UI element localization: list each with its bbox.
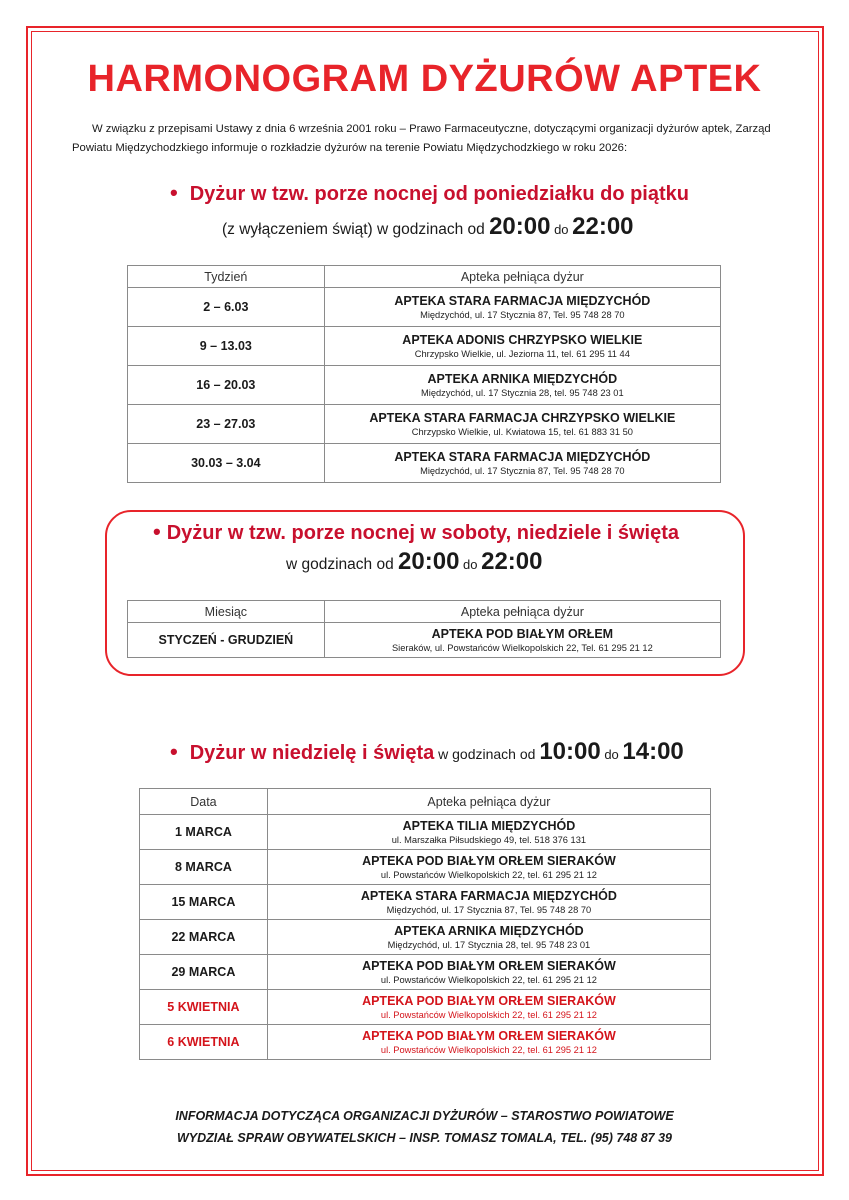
week-cell: 30.03 – 3.04 <box>128 444 325 483</box>
week-cell: 2 – 6.03 <box>128 288 325 327</box>
page-title: HARMONOGRAM DYŻURÓW APTEK <box>87 58 762 100</box>
pharmacy-address: Międzychód, ul. 17 Stycznia 28, tel. 95 748 23 01 <box>421 387 624 398</box>
pharmacy-address: ul. Marszałka Piłsudskiego 49, tel. 518 376 131 <box>391 834 587 845</box>
date-cell: 29 MARCA <box>140 955 268 990</box>
date-cell: 6 KWIETNIA <box>140 1025 268 1060</box>
section1-hours-do: do <box>550 222 573 237</box>
intro-paragraph: W związku z przepisami Ustawy z dnia 6 września 2001 roku – Prawo Farmaceutyczne, dotyczącymi organizacji dyżurów aptek, Zarząd Powiatu Międzychodzkiego informuje o rozkładzie dyżurów na terenie Powiatu Międzychodzkiego w roku 2026: <box>72 123 771 154</box>
pharmacy-address: ul. Powstańców Wielkopolskich 22, tel. 61 295 21 12 <box>380 1009 597 1020</box>
section1-hours <box>222 213 634 241</box>
section2-hours-from: 20:00 <box>398 548 460 575</box>
date-cell: 8 MARCA <box>140 850 268 885</box>
bullet-icon: • <box>170 180 178 205</box>
pharmacy-address: Międzychód, ul. 17 Stycznia 87, Tel. 95 748 28 70 <box>420 465 625 476</box>
pharmacy-cell <box>324 366 720 405</box>
pharmacy-cell <box>267 1025 710 1060</box>
pharmacy-cell <box>324 288 720 327</box>
section3-heading <box>170 738 684 766</box>
week-cell: 16 – 20.03 <box>128 366 325 405</box>
footer-line-2: WYDZIAŁ SPRAW OBYWATELSKICH – INSP. TOMASZ TOMALA, TEL. (95) 748 87 39 <box>177 1131 672 1145</box>
table-header-row <box>128 266 721 288</box>
section2-table <box>127 600 721 658</box>
section2-hours-prefix: w godzinach od <box>286 556 399 573</box>
section3-hours-do: do <box>600 747 623 762</box>
section3-heading-text: Dyżur w niedzielę i święta <box>189 742 435 764</box>
section3-hours-to: 14:00 <box>622 738 684 765</box>
section1-hours-to: 22:00 <box>572 213 634 240</box>
pharmacy-name: APTEKA POD BIAŁYM ORŁEM SIERAKÓW <box>362 1028 616 1043</box>
section3-hours <box>434 738 684 765</box>
footer-line-1: INFORMACJA DOTYCZĄCA ORGANIZACJI DYŻURÓW – STAROSTWO POWIATOWE <box>175 1109 674 1123</box>
table-row <box>128 444 721 483</box>
table-row <box>128 288 721 327</box>
pharmacy-address: Chrzypsko Wielkie, ul. Kwiatowa 15, tel. 61 883 31 50 <box>411 426 633 437</box>
table-row <box>140 920 711 955</box>
pharmacy-cell <box>324 444 720 483</box>
pharmacy-name: APTEKA ARNIKA MIĘDZYCHÓD <box>394 923 584 938</box>
section2-heading-text: Dyżur w tzw. porze nocnej w soboty, niedziele i święta <box>166 522 680 544</box>
pharmacy-name: APTEKA POD BIAŁYM ORŁEM SIERAKÓW <box>362 853 616 868</box>
week-cell: 9 – 13.03 <box>128 327 325 366</box>
col-header-pharmacy: Apteka pełniąca dyżur <box>267 789 710 815</box>
week-cell: 23 – 27.03 <box>128 405 325 444</box>
pharmacy-name: APTEKA STARA FARMACJA MIĘDZYCHÓD <box>394 293 651 308</box>
pharmacy-name: APTEKA STARA FARMACJA MIĘDZYCHÓD <box>360 888 617 903</box>
section1-heading <box>170 180 689 206</box>
section3-table <box>139 788 711 1060</box>
pharmacy-address: Chrzypsko Wielkie, ul. Jeziorna 11, tel. 61 295 11 44 <box>414 348 630 359</box>
section1-table <box>127 265 721 483</box>
month-cell: STYCZEŃ - GRUDZIEŃ <box>128 623 325 658</box>
col-header-month: Miesiąc <box>128 601 325 623</box>
section1-hours-from: 20:00 <box>489 213 551 240</box>
bullet-icon: • <box>170 739 178 764</box>
pharmacy-name: APTEKA ADONIS CHRZYPSKO WIELKIE <box>402 332 643 347</box>
table-row <box>140 815 711 850</box>
section1-hours-prefix: (z wyłączeniem świąt) w godzinach od <box>222 221 490 238</box>
pharmacy-address: Międzychód, ul. 17 Stycznia 87, Tel. 95 748 28 70 <box>386 904 592 915</box>
section2-hours <box>286 548 543 576</box>
table-header-row <box>128 601 721 623</box>
table-row <box>128 623 721 658</box>
pharmacy-cell <box>267 815 710 850</box>
pharmacy-address: ul. Powstańców Wielkopolskich 22, tel. 61 295 21 12 <box>380 974 597 985</box>
table-row <box>140 885 711 920</box>
pharmacy-cell <box>267 990 710 1025</box>
pharmacy-cell <box>324 327 720 366</box>
bullet-icon: • <box>153 519 161 544</box>
pharmacy-address: Międzychód, ul. 17 Stycznia 28, tel. 95 748 23 01 <box>387 939 591 950</box>
pharmacy-cell <box>324 623 720 658</box>
col-header-pharmacy: Apteka pełniąca dyżur <box>324 266 720 288</box>
section3-hours-prefix: w godzinach od <box>434 746 540 762</box>
pharmacy-name: APTEKA STARA FARMACJA MIĘDZYCHÓD <box>394 449 651 464</box>
table-row <box>140 850 711 885</box>
col-header-pharmacy: Apteka pełniąca dyżur <box>324 601 720 623</box>
pharmacy-address: Międzychód, ul. 17 Stycznia 87, Tel. 95 748 28 70 <box>420 309 625 320</box>
pharmacy-cell <box>267 850 710 885</box>
table-row-holiday <box>140 1025 711 1060</box>
table-header-row <box>140 789 711 815</box>
section3-hours-from: 10:00 <box>539 738 601 765</box>
table-row-holiday <box>140 990 711 1025</box>
col-header-date: Data <box>140 789 268 815</box>
date-cell: 22 MARCA <box>140 920 268 955</box>
table-row <box>140 955 711 990</box>
pharmacy-name: APTEKA TILIA MIĘDZYCHÓD <box>402 818 576 833</box>
pharmacy-cell <box>267 885 710 920</box>
col-header-week: Tydzień <box>128 266 325 288</box>
pharmacy-address: Sieraków, ul. Powstańców Wielkopolskich 22, Tel. 61 295 21 12 <box>391 642 653 653</box>
pharmacy-cell <box>267 920 710 955</box>
section2-hours-to: 22:00 <box>481 548 543 575</box>
section2-heading <box>153 519 679 545</box>
section1-heading-text: Dyżur w tzw. porze nocnej od poniedziałku do piątku <box>189 183 689 205</box>
date-cell: 1 MARCA <box>140 815 268 850</box>
pharmacy-name: APTEKA POD BIAŁYM ORŁEM SIERAKÓW <box>362 993 616 1008</box>
section2-hours-do: do <box>459 557 482 572</box>
table-row <box>128 405 721 444</box>
pharmacy-name: APTEKA ARNIKA MIĘDZYCHÓD <box>427 371 618 386</box>
pharmacy-address: ul. Powstańców Wielkopolskich 22, tel. 61 295 21 12 <box>380 869 597 880</box>
table-row <box>128 327 721 366</box>
pharmacy-name: APTEKA POD BIAŁYM ORŁEM SIERAKÓW <box>362 958 616 973</box>
pharmacy-cell <box>267 955 710 990</box>
pharmacy-cell <box>324 405 720 444</box>
pharmacy-name: APTEKA STARA FARMACJA CHRZYPSKO WIELKIE <box>369 410 676 425</box>
table-row <box>128 366 721 405</box>
pharmacy-name: APTEKA POD BIAŁYM ORŁEM <box>431 626 614 641</box>
date-cell: 15 MARCA <box>140 885 268 920</box>
date-cell: 5 KWIETNIA <box>140 990 268 1025</box>
pharmacy-address: ul. Powstańców Wielkopolskich 22, tel. 61 295 21 12 <box>380 1044 597 1055</box>
